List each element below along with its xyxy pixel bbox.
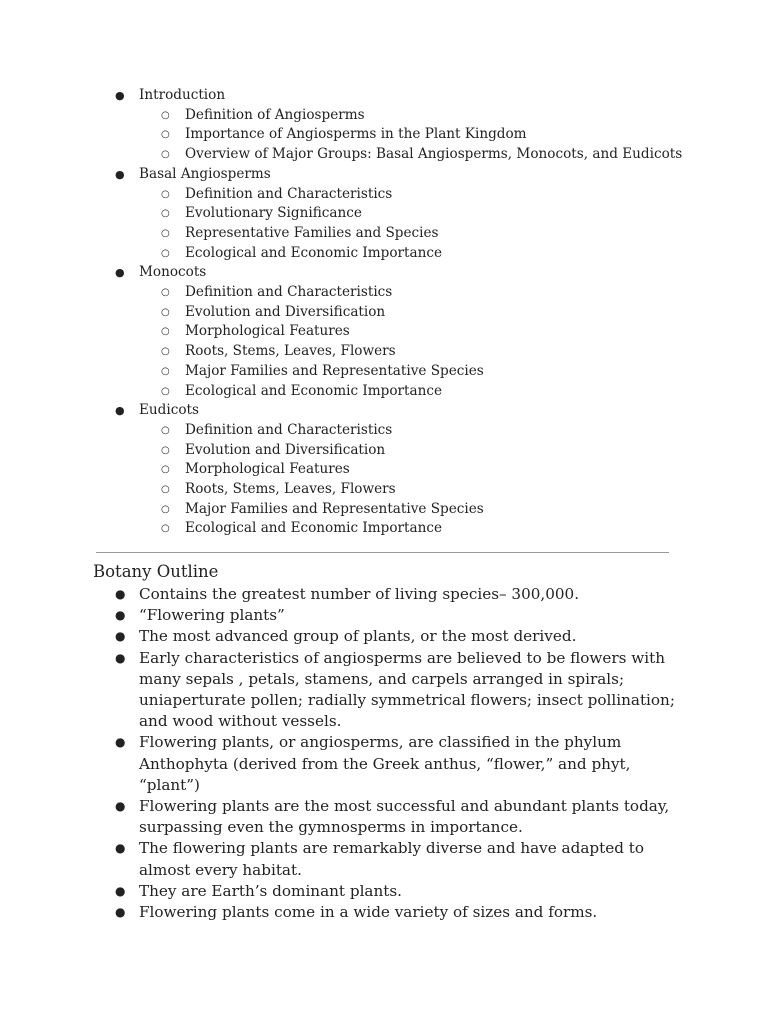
list-item: [93, 902, 683, 923]
outline-section-label: Eudicots: [139, 402, 199, 419]
outline-subitem: [93, 342, 713, 362]
bullet-icon: ●: [115, 883, 126, 898]
note-text: Early characteristics of angiosperms are believed to be flowers with many sepals , petals, stamens, and carpels arranged in spirals; uniaperturate pollen; radially symmetrical flowers; insect pollination; and wood without vessels.: [139, 648, 675, 731]
outline-subitem: [93, 460, 713, 480]
outline-subitem: [93, 322, 713, 342]
hollow-bullet-icon: ○: [161, 523, 170, 535]
outline-subitem-label: Definition and Characteristics: [185, 185, 393, 202]
note-text: Contains the greatest number of living species– 300,000.: [139, 585, 580, 603]
outline-subitem: [93, 185, 713, 205]
hollow-bullet-icon: ○: [161, 287, 170, 299]
bullet-icon: ●: [115, 167, 125, 181]
botany-notes-list: [93, 584, 683, 923]
bullet-icon: ●: [115, 650, 126, 665]
outline-subitem: [93, 519, 713, 539]
list-item: [93, 796, 683, 838]
bullet-icon: ●: [115, 735, 126, 750]
hollow-bullet-icon: ○: [161, 385, 170, 397]
outline-subitem-label: Ecological and Economic Importance: [185, 382, 443, 399]
bullet-icon: ●: [115, 841, 126, 856]
outline-section-introduction: [93, 86, 713, 106]
note-text: Flowering plants come in a wide variety of sizes and forms.: [139, 903, 598, 922]
list-item: [93, 605, 683, 626]
outline-subitem-label: Roots, Stems, Leaves, Flowers: [185, 481, 396, 498]
bullet-icon: ●: [115, 905, 126, 920]
outline-subitem: [93, 303, 713, 323]
outline-subitem-label: Evolution and Diversification: [185, 303, 386, 320]
outline-subitem: [93, 500, 713, 520]
outline-subitem: [93, 441, 713, 461]
outline-subitem-label: Major Families and Representative Species: [185, 362, 484, 379]
outline-subitem: [93, 224, 713, 244]
outline-subitem: [93, 362, 713, 382]
outline-subitem: [93, 480, 713, 500]
note-text: “Flowering plants”: [139, 606, 285, 625]
list-item: [93, 626, 683, 647]
list-item: [93, 584, 683, 605]
outline-subitem-label: Roots, Stems, Leaves, Flowers: [185, 343, 396, 360]
outline-subitem: [93, 125, 713, 145]
outline-section-label: Monocots: [139, 264, 207, 281]
outline-section-eudicots: [93, 401, 713, 421]
outline-subitem-label: Representative Families and Species: [185, 224, 439, 241]
outline-subitem: [93, 283, 713, 303]
hollow-bullet-icon: ○: [161, 109, 170, 121]
list-item: [93, 732, 683, 796]
bullet-icon: ●: [115, 89, 125, 102]
list-item: [93, 648, 683, 733]
note-text: The most advanced group of plants, or the most derived.: [139, 627, 577, 646]
outline-subitem: [93, 382, 713, 402]
section-title: Botany Outline: [93, 562, 219, 581]
bullet-icon: ●: [115, 266, 125, 280]
outline-subitem-label: Evolutionary Significance: [185, 205, 362, 222]
hollow-bullet-icon: ○: [161, 424, 170, 436]
outline-subitem: [93, 421, 713, 441]
outline-subitem-label: Definition of Angiosperms: [185, 106, 365, 123]
hollow-bullet-icon: ○: [161, 149, 170, 161]
hollow-bullet-icon: ○: [161, 503, 170, 515]
outline-subitem-label: Evolution and Diversification: [185, 441, 386, 458]
hollow-bullet-icon: ○: [161, 346, 170, 358]
list-item: [93, 881, 683, 902]
outline-subitem-label: Morphological Features: [185, 323, 350, 340]
outline-section-label: Introduction: [139, 87, 226, 103]
hollow-bullet-icon: ○: [161, 464, 170, 476]
bullet-icon: ●: [115, 608, 126, 623]
outline-section-monocots: [93, 263, 713, 283]
note-text: Flowering plants, or angiosperms, are classified in the phylum Anthophyta (derived from the Greek anthus, “flower,” and phyt, “plant”): [139, 733, 631, 794]
outline-subitem: [93, 204, 713, 224]
outline-subitem-label: Overview of Major Groups: Basal Angiosperms, Monocots, and Eudicots: [185, 146, 683, 163]
hollow-bullet-icon: ○: [161, 227, 170, 239]
bullet-icon: ●: [115, 587, 126, 601]
hollow-bullet-icon: ○: [161, 365, 170, 377]
outline-subitem: [93, 106, 713, 126]
hollow-bullet-icon: ○: [161, 247, 170, 259]
list-item: [93, 838, 683, 880]
hollow-bullet-icon: ○: [161, 306, 170, 318]
outline-section-basal-angiosperms: [93, 165, 713, 185]
outline-subitem-label: Definition and Characteristics: [185, 284, 393, 301]
outline-subitem-label: Ecological and Economic Importance: [185, 244, 443, 261]
outline-section-label: Basal Angiosperms: [139, 165, 271, 182]
bullet-icon: ●: [115, 629, 126, 644]
note-text: Flowering plants are the most successful and abundant plants today, surpassing even the gymnosperms in importance.: [139, 797, 670, 837]
outline-subitem-label: Morphological Features: [185, 461, 350, 478]
hollow-bullet-icon: ○: [161, 444, 170, 456]
outline-subitem-label: Major Families and Representative Species: [185, 500, 484, 517]
hollow-bullet-icon: ○: [161, 188, 170, 200]
outline-list: [93, 86, 713, 539]
note-text: The flowering plants are remarkably diverse and have adapted to almost every habitat.: [139, 839, 644, 879]
bullet-icon: ●: [115, 404, 125, 418]
hollow-bullet-icon: ○: [161, 208, 170, 220]
bullet-icon: ●: [115, 799, 126, 814]
hollow-bullet-icon: ○: [161, 326, 170, 338]
outline-subitem-label: Definition and Characteristics: [185, 421, 393, 438]
hollow-bullet-icon: ○: [161, 129, 170, 141]
horizontal-divider: [96, 552, 669, 553]
outline-subitem-label: Importance of Angiosperms in the Plant Kingdom: [185, 126, 527, 143]
outline-subitem: [93, 145, 713, 165]
outline-subitem-label: Ecological and Economic Importance: [185, 520, 443, 537]
outline-subitem: [93, 244, 713, 264]
hollow-bullet-icon: ○: [161, 484, 170, 496]
note-text: They are Earth’s dominant plants.: [139, 881, 402, 900]
